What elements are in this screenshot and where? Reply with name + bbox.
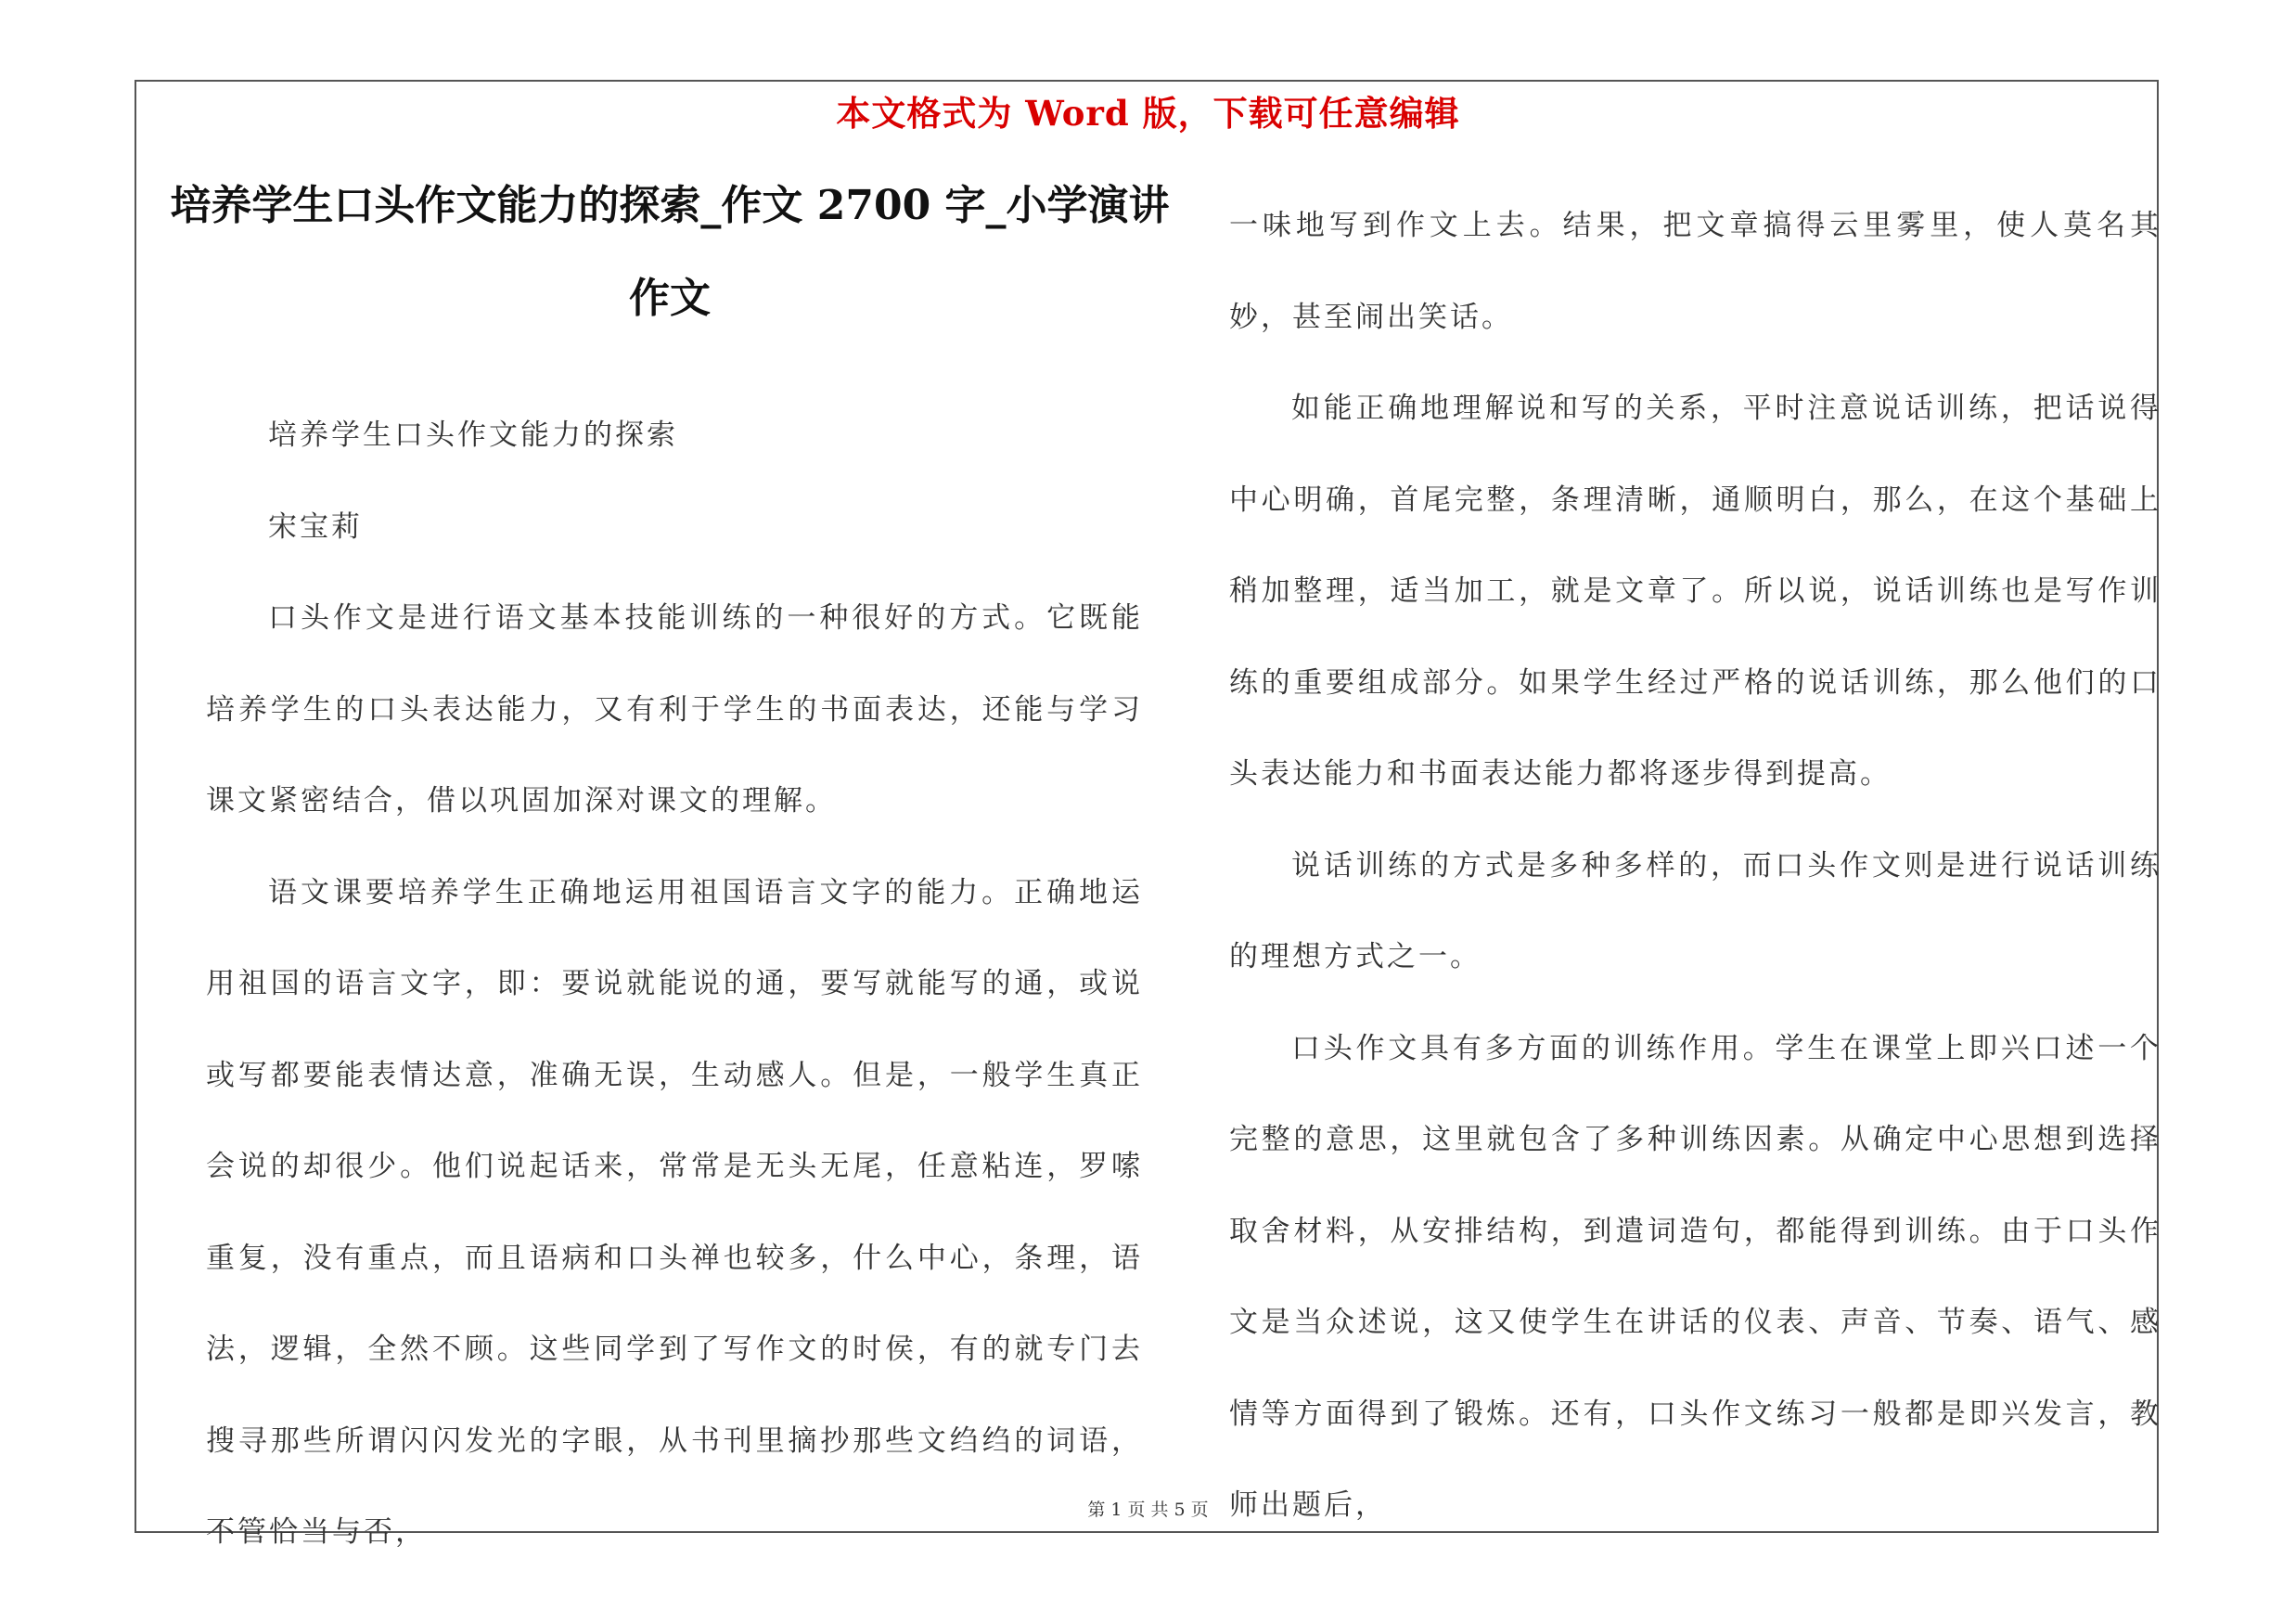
word-format-banner: 本文格式为 Word 版，下载可任意编辑 [836, 93, 1460, 134]
body-paragraph: 口头作文是进行语文基本技能训练的一种很好的方式。它既能培养学生的口头表达能力，又有利于学生的书面表达，还能与学习课文紧密结合，借以巩固加深对课文的理解。 [206, 601, 1143, 818]
right-column [1229, 180, 2161, 1552]
body-paragraph: 一味地写到作文上去。结果，把文章搞得云里雾里，使人莫名其妙，甚至闹出笑话。 [1229, 209, 2161, 334]
body-paragraph: 口头作文具有多方面的训练作用。学生在课堂上即兴口述一个完整的意思，这里就包含了多种训练因素。从确定中心思想到选择取舍材料，从安排结构，到遣词造句，都能得到训练。由于口头作文是当众述说，这又使学生在讲话的仪表、声音、节奏、语气、感情等方面得到了锻炼。还有，口头作文练习一般都是即兴发言，教师出题后， [1229, 1031, 2161, 1522]
subtitle-paragraph: 培养学生口头作文能力的探索 [268, 419, 678, 452]
body-paragraph: 如能正确地理解说和写的关系，平时注意说话训练，把话说得中心明确，首尾完整，条理清晰，通顺明白，那么，在这个基础上稍加整理，适当加工，就是文章了。所以说，说话训练也是写作训练的重要组成部分。如果学生经过严格的说话训练，那么他们的口头表达能力和书面表达能力都将逐步得到提高。 [1229, 392, 2161, 791]
body-paragraph: 语文课要培养学生正确地运用祖国语言文字的能力。正确地运用祖国的语言文字，即：要说就能说的通，要写就能写的通，或说或写都要能表情达意，准确无误，生动感人。但是，一般学生真正会说的却很少。他们说起话来，常常是无头无尾，任意粘连，罗嗦重复，没有重点，而且语病和口头禅也较多，什么中心，条理，语法，逻辑，全然不顾。这些同学到了写作文的时侯，有的就专门去搜寻那些所谓闪闪发光的字眼，从书刊里摘抄那些文绉绉的词语，不管恰当与否， [206, 875, 1143, 1549]
page-number-footer: 第 1 页 共 5 页 [1087, 1500, 1209, 1520]
author-paragraph: 宋宝莉 [268, 509, 363, 544]
document-title: 培养学生口头作文能力的探索_作文 2700 字_小学演讲作文 [170, 182, 1170, 322]
body-paragraph: 说话训练的方式是多种多样的，而口头作文则是进行说话训练的理想方式之一。 [1229, 848, 2161, 973]
